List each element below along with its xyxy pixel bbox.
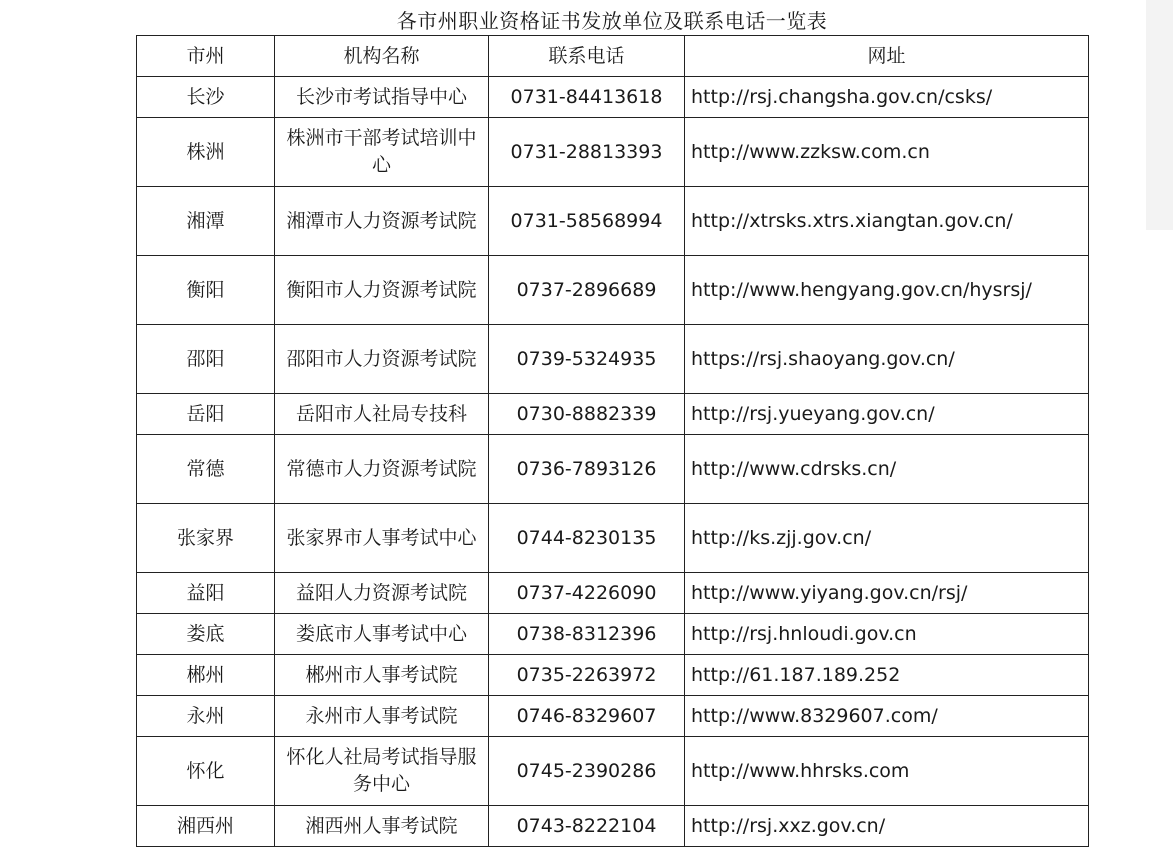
table-row [137,504,1089,573]
org-cell: 邵阳市人力资源考试院 [275,325,489,394]
city-cell: 永州 [137,696,275,737]
city-cell: 常德 [137,435,275,504]
phone-cell: 0739-5324935 [489,325,685,394]
org-cell: 张家界市人事考试中心 [275,504,489,573]
table-row [137,655,1089,696]
phone-cell: 0736-7893126 [489,435,685,504]
city-cell: 湘潭 [137,187,275,256]
table-row [137,77,1089,118]
contacts-table [136,35,1089,847]
table-row [137,573,1089,614]
url-cell[interactable]: http://www.yiyang.gov.cn/rsj/ [685,573,1089,614]
phone-cell: 0737-2896689 [489,256,685,325]
table-header-row [137,36,1089,77]
phone-cell: 0745-2390286 [489,737,685,806]
url-cell[interactable]: http://rsj.changsha.gov.cn/csks/ [685,77,1089,118]
phone-cell: 0744-8230135 [489,504,685,573]
phone-cell: 0743-8222104 [489,806,685,847]
phone-cell: 0730-8882339 [489,394,685,435]
org-cell: 永州市人事考试院 [275,696,489,737]
url-cell[interactable]: http://www.hengyang.gov.cn/hysrsj/ [685,256,1089,325]
url-cell[interactable]: http://rsj.hnloudi.gov.cn [685,614,1089,655]
phone-cell: 0731-84413618 [489,77,685,118]
table-row [137,806,1089,847]
header-phone: 联系电话 [489,36,685,77]
city-cell: 邵阳 [137,325,275,394]
org-cell: 益阳人力资源考试院 [275,573,489,614]
url-cell[interactable]: http://rsj.yueyang.gov.cn/ [685,394,1089,435]
table-row [137,614,1089,655]
url-cell[interactable]: http://www.zzksw.com.cn [685,118,1089,187]
table-row [137,435,1089,504]
url-cell[interactable]: http://rsj.xxz.gov.cn/ [685,806,1089,847]
org-cell: 衡阳市人力资源考试院 [275,256,489,325]
url-cell[interactable]: http://www.8329607.com/ [685,696,1089,737]
org-cell: 株洲市干部考试培训中心 [275,118,489,187]
header-city: 市州 [137,36,275,77]
phone-cell: 0738-8312396 [489,614,685,655]
phone-cell: 0735-2263972 [489,655,685,696]
city-cell: 株洲 [137,118,275,187]
url-cell[interactable]: http://www.hhrsks.com [685,737,1089,806]
org-cell: 岳阳市人社局专技科 [275,394,489,435]
city-cell: 怀化 [137,737,275,806]
org-cell: 长沙市考试指导中心 [275,77,489,118]
url-cell[interactable]: http://ks.zjj.gov.cn/ [685,504,1089,573]
city-cell: 张家界 [137,504,275,573]
table-row [137,325,1089,394]
org-cell: 湘西州人事考试院 [275,806,489,847]
scrollbar-track[interactable] [1146,0,1173,230]
city-cell: 长沙 [137,77,275,118]
url-cell[interactable]: http://61.187.189.252 [685,655,1089,696]
org-cell: 怀化人社局考试指导服务中心 [275,737,489,806]
city-cell: 郴州 [137,655,275,696]
page-title: 各市州职业资格证书发放单位及联系电话一览表 [396,9,828,33]
phone-cell: 0746-8329607 [489,696,685,737]
city-cell: 娄底 [137,614,275,655]
phone-cell: 0737-4226090 [489,573,685,614]
city-cell: 岳阳 [137,394,275,435]
url-cell[interactable]: http://xtrsks.xtrs.xiangtan.gov.cn/ [685,187,1089,256]
phone-cell: 0731-58568994 [489,187,685,256]
org-cell: 湘潭市人力资源考试院 [275,187,489,256]
header-url: 网址 [685,36,1089,77]
table-row [137,256,1089,325]
org-cell: 郴州市人事考试院 [275,655,489,696]
org-cell: 娄底市人事考试中心 [275,614,489,655]
org-cell: 常德市人力资源考试院 [275,435,489,504]
url-cell[interactable]: https://rsj.shaoyang.gov.cn/ [685,325,1089,394]
phone-cell: 0731-28813393 [489,118,685,187]
table-row [137,187,1089,256]
url-cell[interactable]: http://www.cdrsks.cn/ [685,435,1089,504]
city-cell: 衡阳 [137,256,275,325]
table-row [137,737,1089,806]
table-row [137,118,1089,187]
table-row [137,394,1089,435]
city-cell: 益阳 [137,573,275,614]
city-cell: 湘西州 [137,806,275,847]
header-org: 机构名称 [275,36,489,77]
table-row [137,696,1089,737]
